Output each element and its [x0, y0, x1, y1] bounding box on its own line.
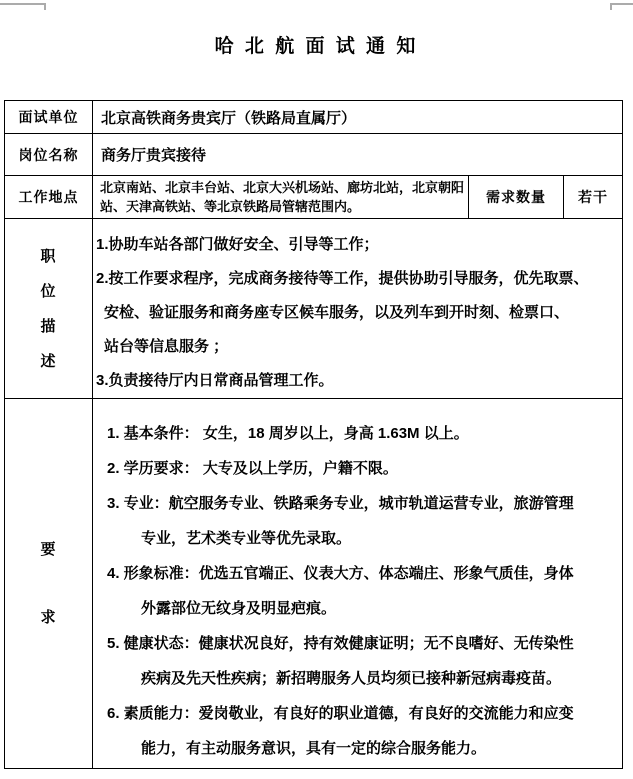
requirements-content: [93, 399, 623, 769]
page-corner-mark-left: [0, 3, 46, 10]
desc-line: 3.负责接待厅内日常商品管理工作。: [96, 372, 334, 389]
post-name-label: 岗位名称: [5, 134, 93, 176]
post-name-value: 商务厅贵宾接待: [93, 134, 623, 176]
desc-line: 安检、验证服务和商务座专区候车服务，以及列车到开时刻、检票口、: [104, 304, 570, 321]
position-description-label-text: 职位描述: [40, 247, 57, 370]
row-interview-unit: [5, 101, 623, 134]
row-work-location: [5, 176, 623, 219]
page-corner-mark-right: [610, 3, 633, 10]
desc-line: 站台等信息服务 ；: [104, 338, 229, 355]
req-line: 4. 形象标准：优选五官端正、仪表大方、体态端庄、形象气质佳，身体: [107, 564, 574, 582]
page-title: 哈 北 航 面 试 通 知: [214, 36, 419, 57]
position-description-label: [5, 219, 93, 399]
desc-line: 1.协助车站各部门做好安全、引导等工作；: [96, 236, 379, 253]
req-line: 疾病及先天性疾病；新招聘服务人员均须已接种新冠病毒疫苗。: [141, 669, 562, 687]
interview-unit-value: 北京高铁商务贵宾厅（铁路局直属厅）: [93, 101, 623, 134]
req-line: 3. 专业：航空服务专业、铁路乘务专业，城市轨道运营专业，旅游管理: [107, 494, 574, 512]
row-position-description: [5, 219, 623, 399]
req-line: 专业，艺术类专业等优先录取。: [141, 529, 352, 547]
demand-quantity-label: 需求数量: [469, 176, 564, 219]
req-line: 5. 健康状态：健康状况良好，持有效健康证明；无不良嗜好、无传染性: [107, 634, 574, 652]
row-post-name: [5, 134, 623, 176]
row-requirements: [5, 399, 623, 769]
req-line: 外露部位无纹身及明显疤痕。: [141, 599, 337, 617]
position-description-content: [93, 219, 623, 399]
notice-table: [4, 100, 623, 769]
req-line: 6. 素质能力：爱岗敬业，有良好的职业道德，有良好的交流能力和应变: [107, 704, 574, 722]
demand-quantity-value: 若干: [564, 176, 623, 219]
req-line: 能力，有主动服务意识，具有一定的综合服务能力。: [141, 739, 487, 757]
requirements-label-text: 要求: [40, 540, 57, 626]
interview-unit-label: 面试单位: [5, 101, 93, 134]
work-location-value: 北京南站、北京丰台站、北京大兴机场站、廊坊北站，北京朝阳站、天津高铁站、等北京铁路局管辖范围内。: [93, 176, 469, 219]
req-line: 1. 基本条件： 女生，18 周岁以上，身高 1.63M 以上。: [107, 424, 469, 442]
work-location-label: 工作地点: [5, 176, 93, 219]
requirements-label: [5, 399, 93, 769]
req-line: 2. 学历要求： 大专及以上学历，户籍不限。: [107, 459, 398, 477]
desc-line: 2.按工作要求程序，完成商务接待等工作，提供协助引导服务，优先取票、: [96, 270, 589, 287]
